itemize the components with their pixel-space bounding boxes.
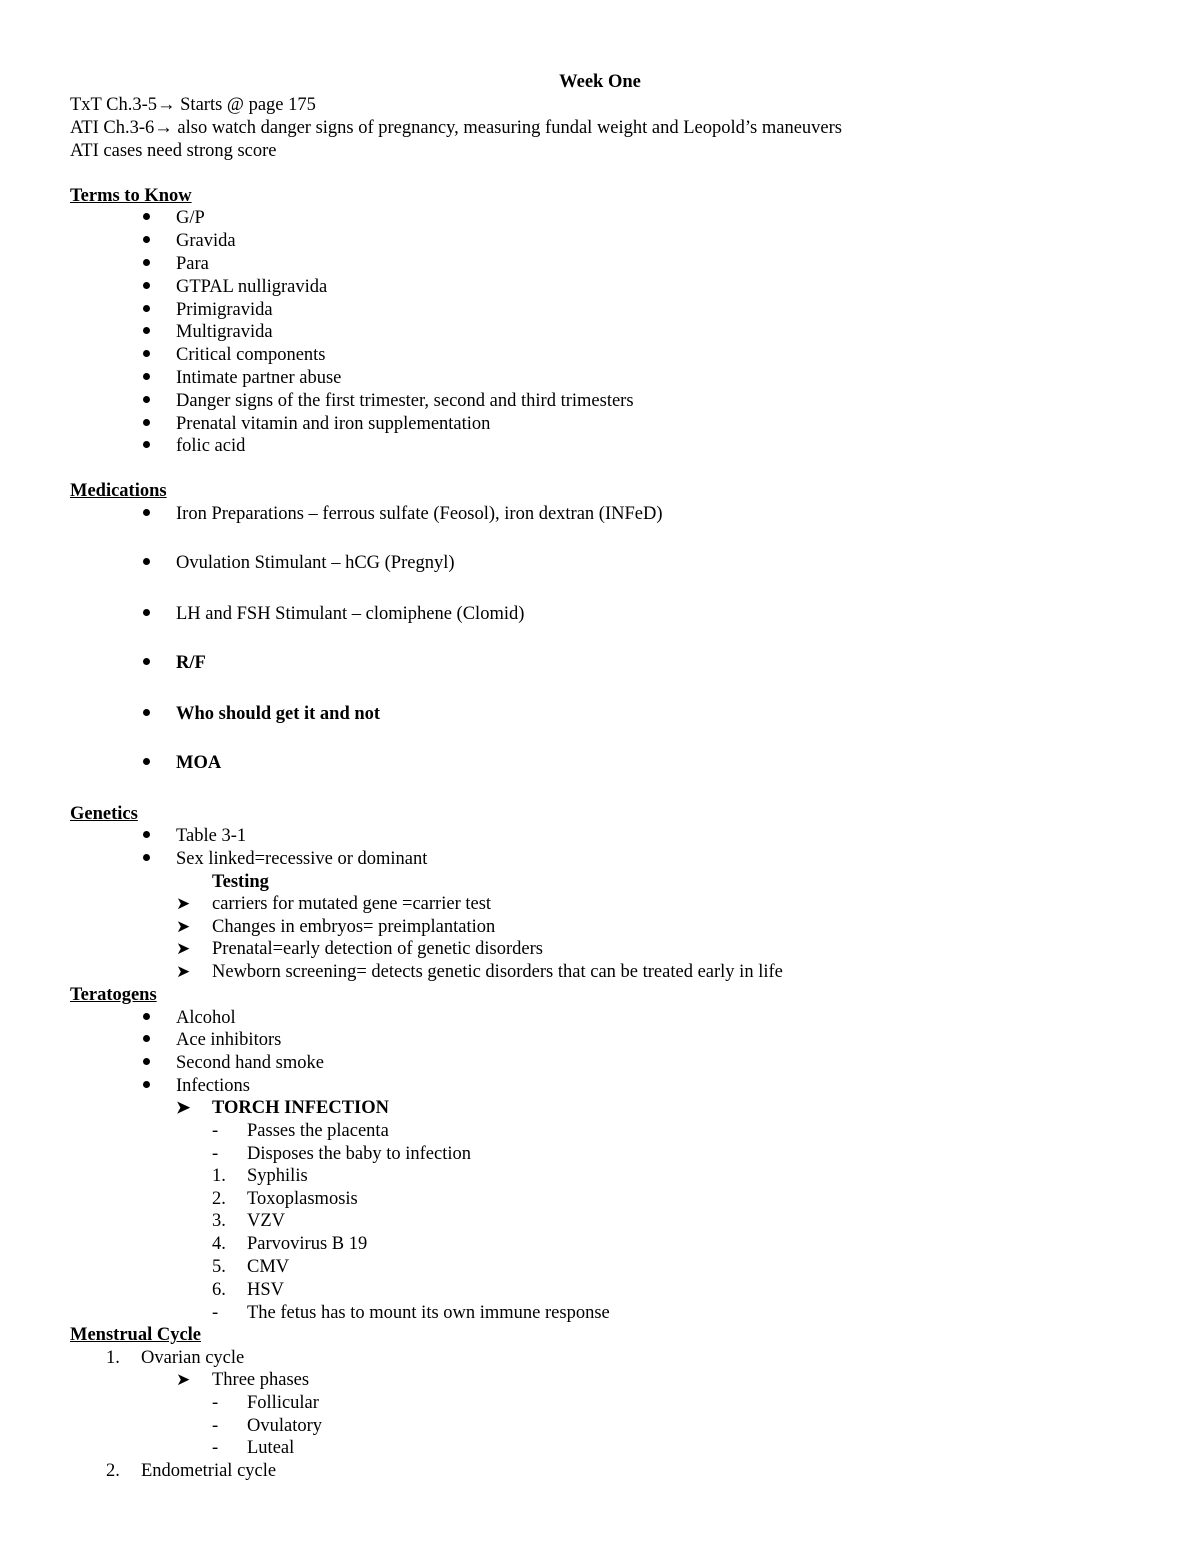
- intro-line: TxT Ch.3-5→ Starts @ page 175: [70, 95, 316, 115]
- list-item: Disposes the baby to infection: [247, 1144, 472, 1164]
- bullet-icon: [143, 1058, 150, 1065]
- genetics-heading: Genetics: [70, 804, 138, 824]
- testing-label: Testing: [212, 872, 269, 892]
- dash-bullet-icon: -: [212, 1121, 219, 1141]
- list-number: 2.: [212, 1189, 226, 1209]
- list-item: R/F: [176, 653, 206, 673]
- intro-line: ATI cases need strong score: [70, 141, 277, 161]
- list-item: Prenatal vitamin and iron supplementation: [176, 414, 491, 434]
- bullet-icon: [143, 1013, 150, 1020]
- bullet-icon: [143, 441, 150, 448]
- list-item: Changes in embryos= preimplantation: [212, 917, 496, 937]
- list-number: 6.: [212, 1280, 226, 1300]
- list-item: Second hand smoke: [176, 1053, 324, 1073]
- bullet-icon: [143, 558, 150, 565]
- list-item: carriers for mutated gene =carrier test: [212, 894, 492, 914]
- list-item: Danger signs of the first trimester, second and third trimesters: [176, 391, 634, 411]
- arrow-bullet-icon: ➤: [176, 939, 191, 958]
- list-item: Gravida: [176, 231, 236, 251]
- list-number: 1.: [212, 1166, 226, 1186]
- page-title: Week One: [559, 72, 641, 92]
- list-item: Toxoplasmosis: [247, 1189, 358, 1209]
- list-item: GTPAL nulligravida: [176, 277, 328, 297]
- list-item: Iron Preparations – ferrous sulfate (Feosol), iron dextran (INFeD): [176, 504, 663, 524]
- list-item: Table 3-1: [176, 826, 247, 846]
- list-item: Infections: [176, 1076, 250, 1096]
- menstrual-heading: Menstrual Cycle: [70, 1325, 202, 1345]
- list-number: 2.: [106, 1461, 120, 1481]
- bullet-icon: [143, 419, 150, 426]
- teratogens-heading: Teratogens: [70, 985, 157, 1005]
- dash-bullet-icon: -: [212, 1393, 219, 1413]
- list-item: Endometrial cycle: [141, 1461, 277, 1481]
- bullet-icon: [143, 609, 150, 616]
- arrow-bullet-icon: ➤: [176, 1098, 191, 1117]
- list-item: G/P: [176, 208, 205, 228]
- list-item: Three phases: [212, 1370, 310, 1390]
- list-item: VZV: [247, 1211, 286, 1231]
- bullet-icon: [143, 1035, 150, 1042]
- arrow-bullet-icon: ➤: [176, 962, 191, 981]
- bullet-icon: [143, 854, 150, 861]
- list-item: Ovulation Stimulant – hCG (Pregnyl): [176, 553, 455, 573]
- dash-bullet-icon: -: [212, 1438, 219, 1458]
- arrow-bullet-icon: ➤: [176, 894, 191, 913]
- dash-bullet-icon: -: [212, 1303, 219, 1323]
- bullet-icon: [143, 350, 150, 357]
- list-item: CMV: [247, 1257, 290, 1277]
- list-number: 4.: [212, 1234, 226, 1254]
- dash-bullet-icon: -: [212, 1144, 219, 1164]
- list-item: Luteal: [247, 1438, 295, 1458]
- list-item: MOA: [176, 753, 222, 773]
- bullet-icon: [143, 213, 150, 220]
- list-number: 3.: [212, 1211, 226, 1231]
- torch-label: TORCH INFECTION: [212, 1098, 389, 1118]
- bullet-icon: [143, 236, 150, 243]
- list-item: Multigravida: [176, 322, 273, 342]
- bullet-icon: [143, 259, 150, 266]
- medications-heading: Medications: [70, 481, 167, 501]
- list-item: Parvovirus B 19: [247, 1234, 368, 1254]
- list-item: Intimate partner abuse: [176, 368, 342, 388]
- arrow-bullet-icon: ➤: [176, 917, 191, 936]
- list-item: The fetus has to mount its own immune response: [247, 1303, 610, 1323]
- bullet-icon: [143, 327, 150, 334]
- list-item: Ace inhibitors: [176, 1030, 282, 1050]
- list-item: Prenatal=early detection of genetic disorders: [212, 939, 543, 959]
- bullet-icon: [143, 373, 150, 380]
- list-number: 1.: [106, 1348, 120, 1368]
- list-item: Sex linked=recessive or dominant: [176, 849, 428, 869]
- bullet-icon: [143, 831, 150, 838]
- list-item: folic acid: [176, 436, 246, 456]
- bullet-icon: [143, 282, 150, 289]
- bullet-icon: [143, 758, 150, 765]
- list-item: Syphilis: [247, 1166, 308, 1186]
- list-item: Follicular: [247, 1393, 319, 1413]
- list-item: Para: [176, 254, 209, 274]
- list-item: Ovarian cycle: [141, 1348, 245, 1368]
- list-number: 5.: [212, 1257, 226, 1277]
- terms-heading: Terms to Know: [70, 186, 192, 206]
- bullet-icon: [143, 658, 150, 665]
- list-item: Newborn screening= detects genetic disorders that can be treated early in life: [212, 962, 783, 982]
- bullet-icon: [143, 709, 150, 716]
- arrow-bullet-icon: ➤: [176, 1370, 191, 1389]
- list-item: Primigravida: [176, 300, 273, 320]
- bullet-icon: [143, 1081, 150, 1088]
- dash-bullet-icon: -: [212, 1416, 219, 1436]
- list-item: LH and FSH Stimulant – clomiphene (Clomid): [176, 604, 525, 624]
- list-item: Passes the placenta: [247, 1121, 389, 1141]
- intro-line: ATI Ch.3-6→ also watch danger signs of pregnancy, measuring fundal weight and Leopold’s maneuvers: [70, 118, 843, 138]
- list-item: Ovulatory: [247, 1416, 323, 1436]
- bullet-icon: [143, 305, 150, 312]
- list-item: Who should get it and not: [176, 704, 381, 724]
- bullet-icon: [143, 509, 150, 516]
- bullet-icon: [143, 396, 150, 403]
- list-item: HSV: [247, 1280, 285, 1300]
- list-item: Critical components: [176, 345, 326, 365]
- list-item: Alcohol: [176, 1008, 236, 1028]
